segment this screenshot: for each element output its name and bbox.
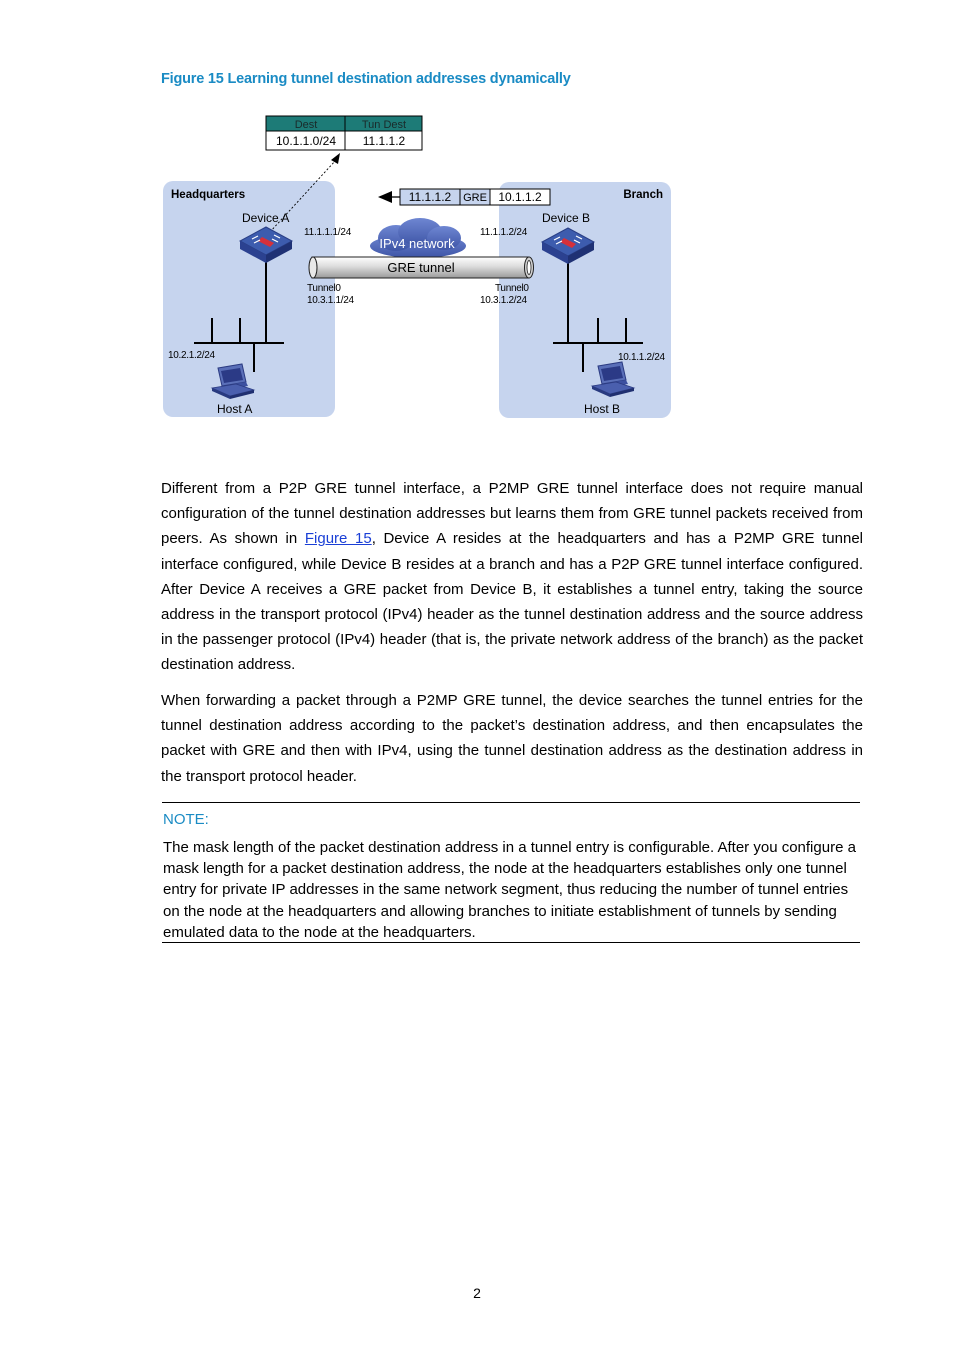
device-b-tunnel-name: Tunnel0 [495, 283, 529, 294]
packet-arrowhead [378, 191, 392, 203]
host-b-ip: 10.1.1.2/24 [618, 352, 665, 363]
table-header-dest: Dest [294, 119, 318, 131]
device-a-label: Device A [242, 211, 290, 225]
paragraph-2: When forwarding a packet through a P2MP GRE tunnel, the device searches the tunnel entries for the tunnel destination address according to the packet’s destination address, and then encapsulates the packet with GRE and then with IPv4, using the tunnel destination address as the destination address in the transport protocol header. [161, 692, 863, 785]
figure-title: Figure 15 Learning tunnel destination addresses dynamically [161, 71, 571, 87]
host-b-label: Host B [584, 402, 621, 416]
paragraph-1 [161, 476, 863, 678]
device-b-label: Device B [542, 211, 591, 225]
figure-15-link[interactable]: Figure 15 [304, 530, 372, 548]
learn-pointer-arrowhead [331, 153, 340, 164]
host-a-label: Host A [217, 402, 253, 416]
note-bottom-rule [162, 942, 860, 943]
paragraph-1-text-start: Different from a P2P GRE tunnel interface, a P2MP GRE tunnel interface does not require manual configuration of the tunnel destination addresses but learns them from GRE tunnel packets received from peers. As shown in [161, 480, 863, 548]
packet-gre: GRE [463, 192, 487, 204]
note-top-rule [162, 802, 860, 803]
gre-packet [378, 189, 550, 205]
note-text: The mask length of the packet destination address in a tunnel entry is configurable. After you configure a mask length for a packet destination address, the node at the headquarters establishes only one tunnel entry for private IP addresses in the same network segment, thus reducing the number of tunnel entries on the node at the headquarters and allowing branches to initiate establishment of tunnels by sending emulated data to the node at the headquarters. [163, 839, 856, 941]
page-number: 2 [473, 1285, 481, 1301]
device-a-public-ip: 11.1.1.1/24 [304, 227, 352, 238]
ipv4-network-cloud [370, 218, 466, 258]
site-label-branch: Branch [623, 189, 663, 201]
network-diagram [0, 0, 954, 440]
device-b-public-ip: 11.1.1.2/24 [480, 227, 528, 238]
tunnel-entry-table [266, 116, 422, 150]
table-cell-dest: 10.1.1.0/24 [275, 134, 337, 148]
device-b-tunnel-ip: 10.3.1.2/24 [480, 295, 527, 306]
packet-outer-ip: 11.1.1.2 [408, 190, 452, 204]
device-a-tunnel-ip: 10.3.1.1/24 [307, 295, 354, 306]
device-a-tunnel-name: Tunnel0 [307, 283, 341, 294]
site-label-headquarters: Headquarters [171, 189, 246, 201]
host-a-ip: 10.2.1.2/24 [168, 350, 215, 361]
paragraph-1-text-end: , Device A resides at the headquarters and has a P2MP GRE tunnel interface configured, while Device B resides at a branch and has a P2P GRE tunnel interface configured. After Device A receives a GRE packet from Device B, it establishes a tunnel entry, taking the source address in the transport protocol (IPv4) header as the tunnel destination address and the source address in the passenger protocol (IPv4) header (that is, the private network address of the branch) as the packet destination address. [161, 530, 864, 674]
table-header-tun-dest: Tun Dest [361, 119, 407, 131]
network-label: IPv4 network [379, 236, 455, 251]
table-cell-tun-dest: 11.1.1.2 [362, 134, 406, 148]
note-label: NOTE: [163, 811, 209, 828]
gre-tunnel [309, 257, 534, 278]
tunnel-label: GRE tunnel [387, 260, 455, 275]
packet-inner-ip: 10.1.1.2 [498, 190, 542, 204]
